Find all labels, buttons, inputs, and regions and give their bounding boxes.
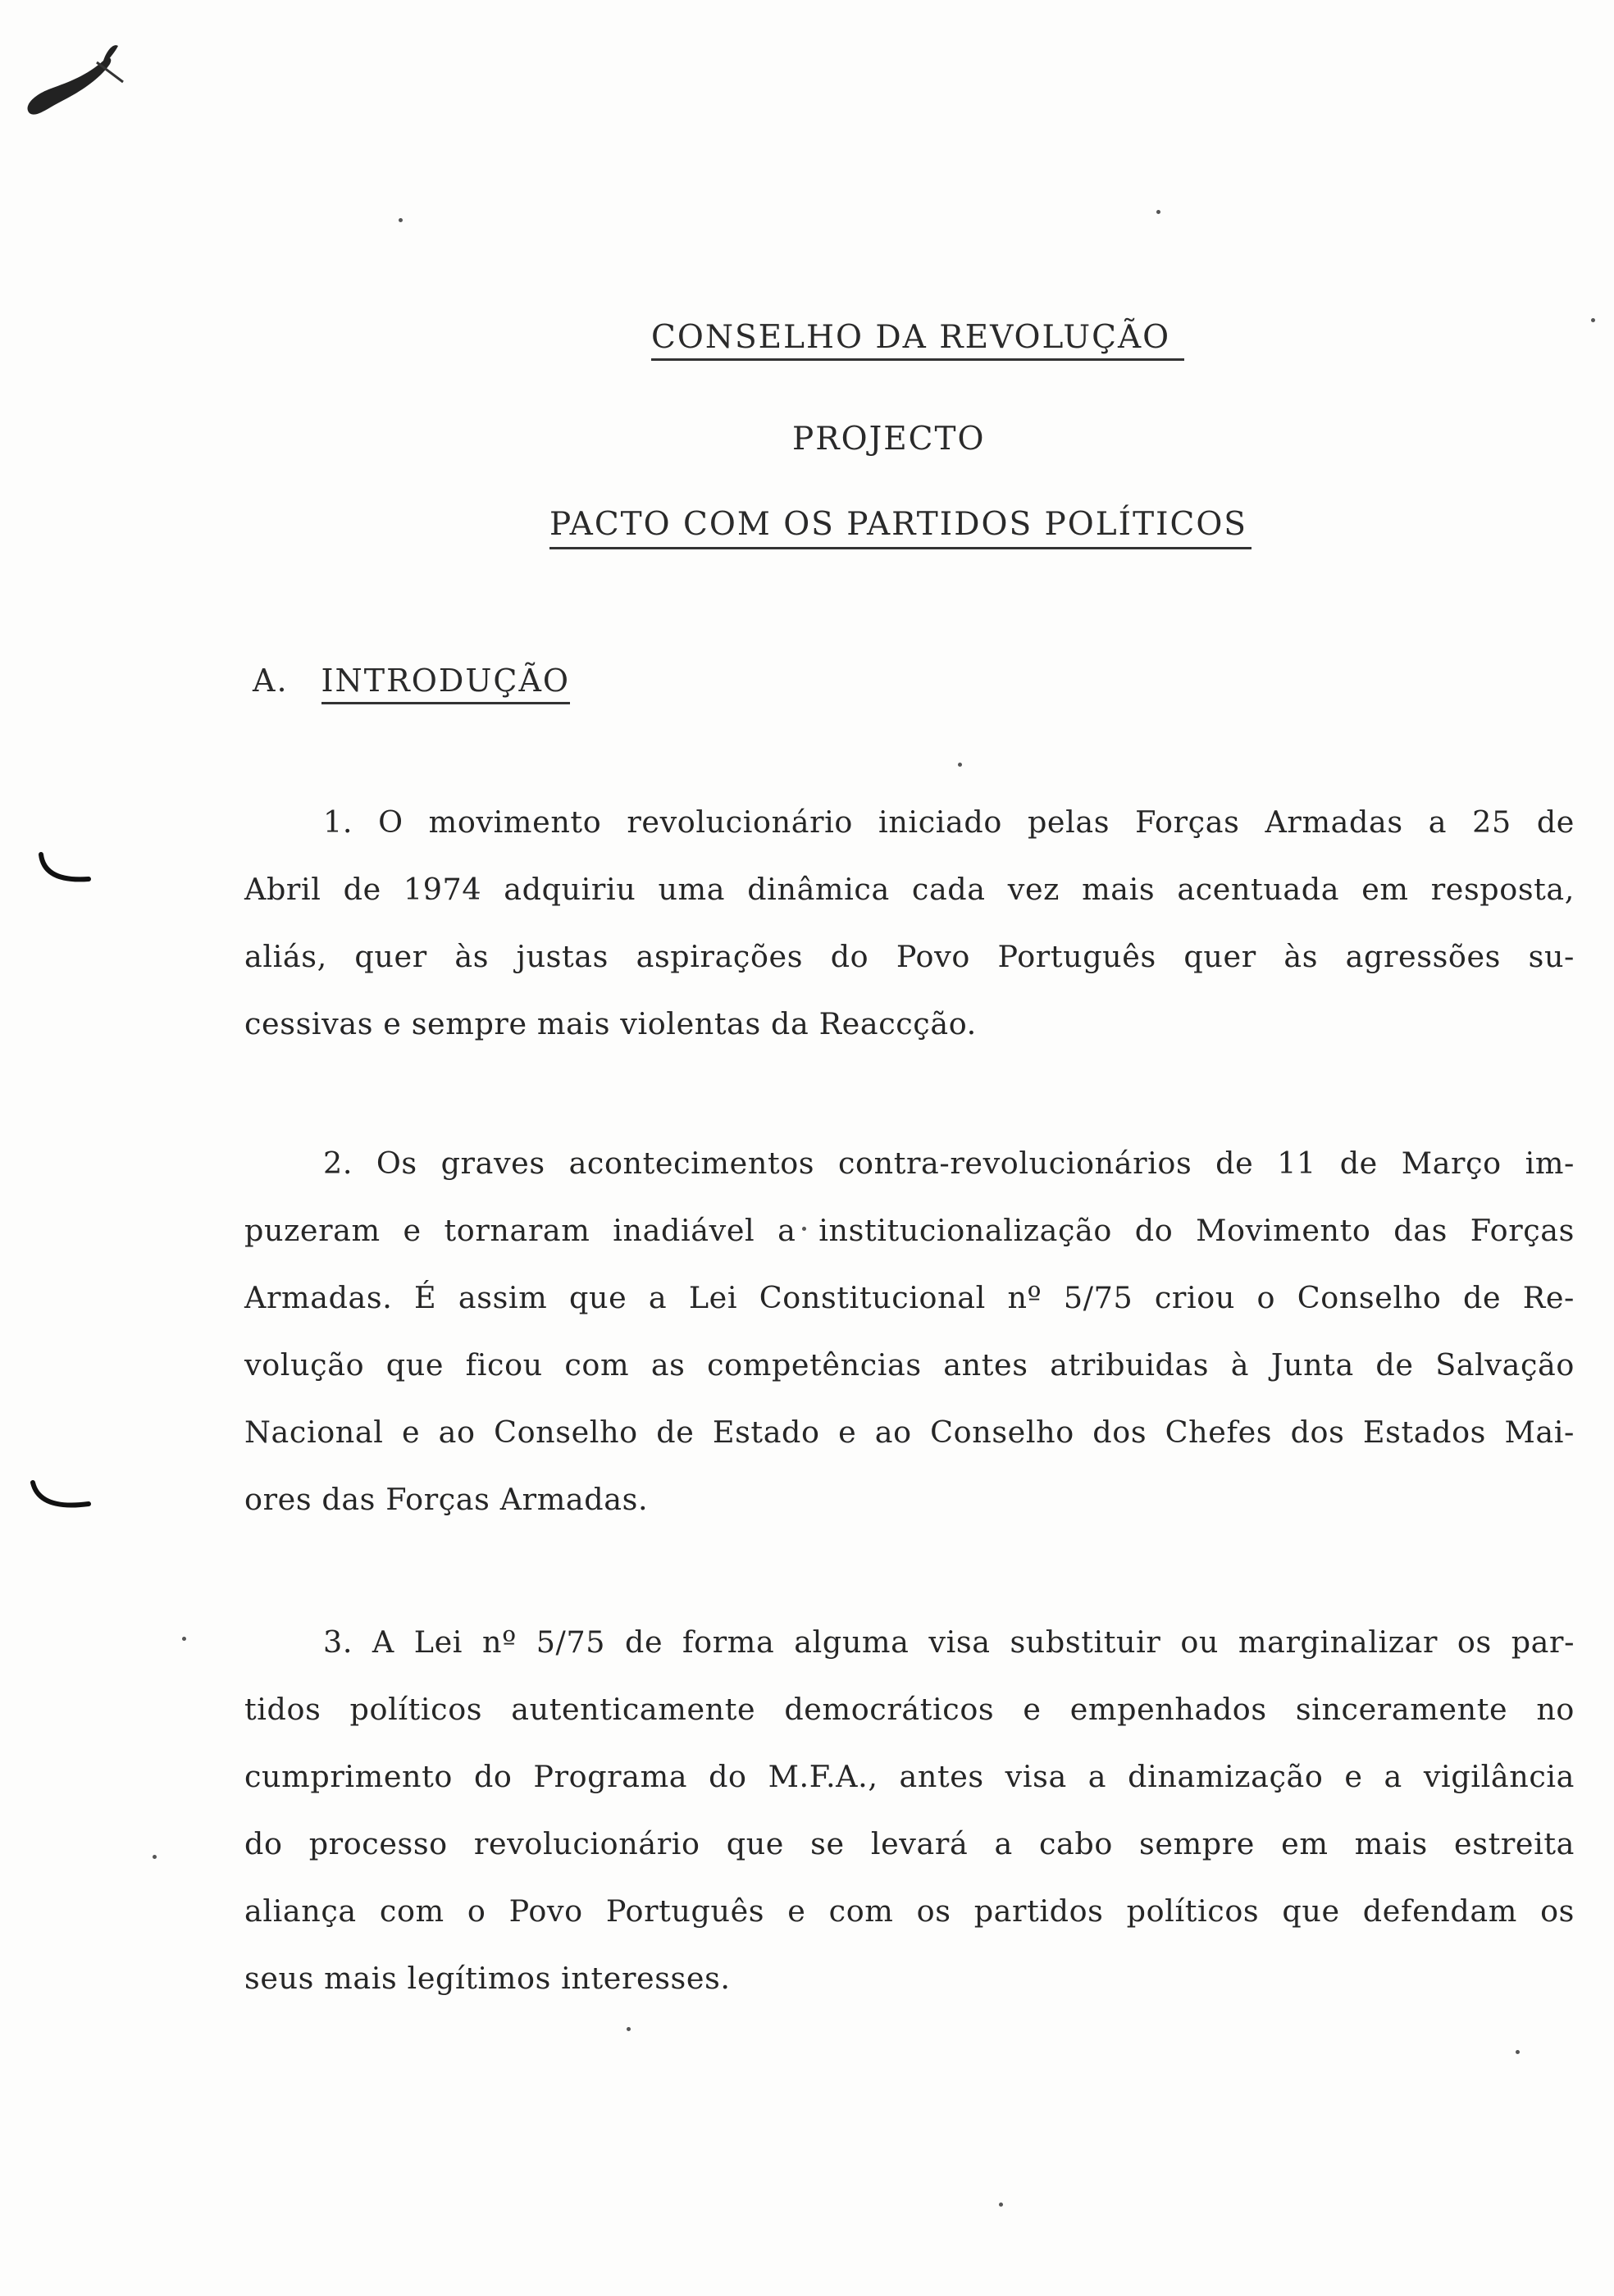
project-label: PROJECTO [792, 421, 986, 458]
scan-speck [1591, 318, 1595, 322]
scan-speck [1516, 2050, 1520, 2054]
scan-speck [958, 763, 962, 767]
scan-speck [999, 2203, 1003, 2207]
punch-hole-bottom-mark [28, 1476, 93, 1517]
ink-blot-mark [18, 25, 125, 123]
scan-speck [153, 1855, 157, 1859]
scan-speck [627, 2027, 631, 2031]
paragraph-line: puzeram e tornaram inadiável a institucionalização do Movimento das Forças [244, 1213, 1575, 1248]
paragraph-line: 3. A Lei nº 5/75 de forma alguma visa substituir ou marginalizar os par- [323, 1624, 1575, 1660]
scan-speck [399, 218, 403, 222]
paragraph-line: volução que ficou com as competências antes atribuidas à Junta de Salvação [244, 1347, 1575, 1383]
paragraph-line: ores das Forças Armadas. [244, 1482, 649, 1517]
paragraph-line: cessivas e sempre mais violentas da Reaccção. [244, 1006, 977, 1041]
paragraph-line: aliás, quer às justas aspirações do Povo Português quer às agressões su- [244, 939, 1575, 974]
paragraph-line: Armadas. É assim que a Lei Constitucional nº 5/75 criou o Conselho de Re- [244, 1280, 1575, 1315]
section-title: INTRODUÇÃO [321, 663, 571, 704]
scan-speck [182, 1637, 186, 1641]
document-title: PACTO COM OS PARTIDOS POLÍTICOS [549, 508, 1252, 549]
paragraph-line: cumprimento do Programa do M.F.A., antes visa a dinamização e a vigilância [244, 1759, 1575, 1794]
paragraph-line: seus mais legítimos interesses. [244, 1961, 731, 1996]
paragraph-1 [244, 789, 1575, 1058]
paragraph-line: do processo revolucionário que se levará a cabo sempre em mais estreita [244, 1826, 1575, 1861]
council-title: CONSELHO DA REVOLUÇÃO [651, 321, 1184, 361]
punch-hole-top-mark [36, 850, 93, 891]
paragraph-line: 1. O movimento revolucionário iniciado pelas Forças Armadas a 25 de [323, 804, 1575, 840]
paragraph-2 [244, 1130, 1575, 1533]
paragraph-line: aliança com o Povo Português e com os partidos políticos que defendam os [244, 1893, 1575, 1929]
paragraph-3 [244, 1609, 1575, 2012]
paragraph-line: Abril de 1974 adquiriu uma dinâmica cada vez mais acentuada em resposta, [244, 872, 1575, 907]
paragraph-line: tidos políticos autenticamente democráticos e empenhados sinceramente no [244, 1692, 1575, 1727]
section-heading [253, 663, 570, 699]
scan-speck [1156, 210, 1160, 214]
paragraph-line: Nacional e ao Conselho de Estado e ao Conselho dos Chefes dos Estados Mai- [244, 1414, 1575, 1450]
section-letter: A. [253, 663, 289, 699]
paragraph-line: 2. Os graves acontecimentos contra-revolucionários de 11 de Março im- [323, 1146, 1575, 1181]
